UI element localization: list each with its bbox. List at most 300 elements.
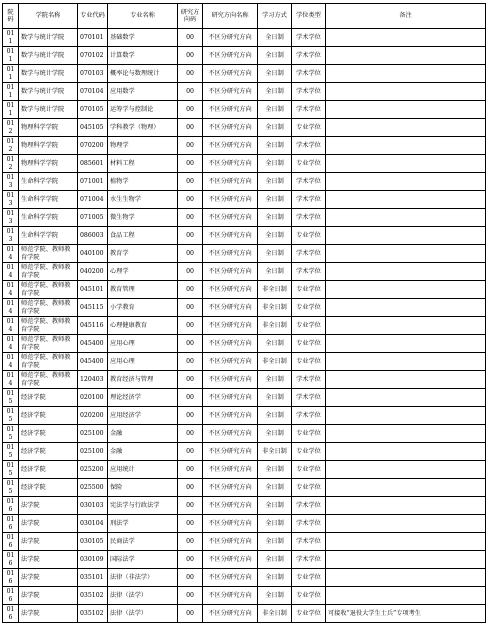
table-row (3, 173, 486, 191)
study-mode-cell: 全日制 (258, 371, 292, 389)
table-row (3, 353, 486, 371)
major-name-cell: 计算数学 (108, 47, 178, 65)
college-code-cell: 012 (3, 119, 19, 137)
major-code-cell: 045400 (78, 335, 108, 353)
college-name-cell: 数学与统计学院 (19, 101, 78, 119)
study-mode-cell: 全日制 (258, 533, 292, 551)
study-mode-cell: 全日制 (258, 263, 292, 281)
table-row (3, 587, 486, 605)
major-code-cell: 030103 (78, 497, 108, 515)
college-code-cell: 016 (3, 497, 19, 515)
major-code-cell: 030104 (78, 515, 108, 533)
table-row (3, 83, 486, 101)
major-code-cell: 025100 (78, 443, 108, 461)
table-row (3, 299, 486, 317)
degree-type-cell: 学术学位 (292, 551, 326, 569)
table-row (3, 101, 486, 119)
header-direction-name: 研究方向名称 (203, 4, 258, 29)
college-code-cell: 013 (3, 173, 19, 191)
major-name-cell: 基础数学 (108, 29, 178, 47)
major-name-cell: 运筹学与控制论 (108, 101, 178, 119)
degree-type-cell: 专业学位 (292, 227, 326, 245)
direction-name-cell: 不区分研究方向 (203, 209, 258, 227)
remark-cell (326, 317, 486, 335)
direction-name-cell: 不区分研究方向 (203, 65, 258, 83)
major-name-cell: 心理健康教育 (108, 317, 178, 335)
header-major-code: 专业代码 (78, 4, 108, 29)
remark-cell (326, 353, 486, 371)
table-row (3, 245, 486, 263)
study-mode-cell: 全日制 (258, 461, 292, 479)
remark-cell (326, 551, 486, 569)
remark-cell (326, 65, 486, 83)
table-row (3, 551, 486, 569)
remark-cell (326, 389, 486, 407)
direction-name-cell: 不区分研究方向 (203, 227, 258, 245)
direction-name-cell: 不区分研究方向 (203, 443, 258, 461)
degree-type-cell: 专业学位 (292, 317, 326, 335)
degree-type-cell: 学术学位 (292, 515, 326, 533)
college-code-cell: 015 (3, 461, 19, 479)
college-name-cell: 师范学院、教师教育学院 (19, 317, 78, 335)
remark-cell (326, 533, 486, 551)
major-name-cell: 应用统计 (108, 461, 178, 479)
remark-cell (326, 515, 486, 533)
major-code-cell: 030105 (78, 533, 108, 551)
college-name-cell: 数学与统计学院 (19, 65, 78, 83)
degree-type-cell: 学术学位 (292, 497, 326, 515)
table-row (3, 137, 486, 155)
table-row (3, 425, 486, 443)
direction-name-cell: 不区分研究方向 (203, 497, 258, 515)
remark-cell (326, 497, 486, 515)
direction-code-cell: 00 (178, 389, 203, 407)
remark-cell (326, 479, 486, 497)
study-mode-cell: 非全日制 (258, 281, 292, 299)
direction-code-cell: 00 (178, 587, 203, 605)
major-name-cell: 材料工程 (108, 155, 178, 173)
table-row (3, 191, 486, 209)
college-code-cell: 015 (3, 407, 19, 425)
study-mode-cell: 全日制 (258, 191, 292, 209)
college-name-cell: 物理科学学院 (19, 137, 78, 155)
direction-code-cell: 00 (178, 479, 203, 497)
major-name-cell: 国际法学 (108, 551, 178, 569)
college-code-cell: 015 (3, 389, 19, 407)
remark-cell (326, 407, 486, 425)
major-code-cell: 035102 (78, 587, 108, 605)
degree-type-cell: 专业学位 (292, 299, 326, 317)
major-code-cell: 040200 (78, 263, 108, 281)
study-mode-cell: 全日制 (258, 389, 292, 407)
college-code-cell: 012 (3, 137, 19, 155)
degree-type-cell: 专业学位 (292, 281, 326, 299)
major-name-cell: 食品工程 (108, 227, 178, 245)
table-row (3, 209, 486, 227)
degree-type-cell: 学术学位 (292, 137, 326, 155)
degree-type-cell: 学术学位 (292, 245, 326, 263)
direction-code-cell: 00 (178, 263, 203, 281)
degree-type-cell: 专业学位 (292, 587, 326, 605)
college-name-cell: 经济学院 (19, 389, 78, 407)
direction-code-cell: 00 (178, 83, 203, 101)
study-mode-cell: 非全日制 (258, 443, 292, 461)
college-code-cell: 015 (3, 443, 19, 461)
remark-cell (326, 371, 486, 389)
direction-name-cell: 不区分研究方向 (203, 605, 258, 623)
study-mode-cell: 全日制 (258, 209, 292, 227)
header-row (3, 4, 486, 29)
direction-code-cell: 00 (178, 425, 203, 443)
major-name-cell: 民商法学 (108, 533, 178, 551)
table-row (3, 227, 486, 245)
college-name-cell: 生命科学学院 (19, 191, 78, 209)
study-mode-cell: 非全日制 (258, 353, 292, 371)
degree-type-cell: 学术学位 (292, 65, 326, 83)
degree-type-cell: 专业学位 (292, 353, 326, 371)
remark-cell (326, 119, 486, 137)
major-code-cell: 025200 (78, 461, 108, 479)
direction-code-cell: 00 (178, 497, 203, 515)
direction-name-cell: 不区分研究方向 (203, 479, 258, 497)
major-code-cell: 020100 (78, 389, 108, 407)
major-name-cell: 心理学 (108, 263, 178, 281)
major-code-cell: 040100 (78, 245, 108, 263)
college-name-cell: 物理科学学院 (19, 155, 78, 173)
direction-name-cell: 不区分研究方向 (203, 83, 258, 101)
degree-type-cell: 专业学位 (292, 425, 326, 443)
table-row (3, 461, 486, 479)
study-mode-cell: 非全日制 (258, 317, 292, 335)
remark-cell (326, 29, 486, 47)
major-name-cell: 物理学 (108, 137, 178, 155)
header-study-mode: 学习方式 (258, 4, 292, 29)
college-name-cell: 生命科学学院 (19, 227, 78, 245)
college-name-cell: 法学院 (19, 587, 78, 605)
major-code-cell: 070104 (78, 83, 108, 101)
direction-code-cell: 00 (178, 173, 203, 191)
direction-code-cell: 00 (178, 209, 203, 227)
table-row (3, 65, 486, 83)
study-mode-cell: 全日制 (258, 29, 292, 47)
college-code-cell: 013 (3, 191, 19, 209)
direction-name-cell: 不区分研究方向 (203, 389, 258, 407)
major-code-cell: 071004 (78, 191, 108, 209)
table-row (3, 335, 486, 353)
header-remark: 备注 (326, 4, 486, 29)
table-row (3, 281, 486, 299)
remark-cell (326, 335, 486, 353)
table-row (3, 389, 486, 407)
major-name-cell: 小学教育 (108, 299, 178, 317)
college-code-cell: 016 (3, 569, 19, 587)
header-college-name: 学院名称 (19, 4, 78, 29)
major-code-cell: 045115 (78, 299, 108, 317)
college-code-cell: 011 (3, 47, 19, 65)
study-mode-cell: 全日制 (258, 497, 292, 515)
direction-name-cell: 不区分研究方向 (203, 407, 258, 425)
direction-code-cell: 00 (178, 29, 203, 47)
direction-name-cell: 不区分研究方向 (203, 137, 258, 155)
direction-code-cell: 00 (178, 371, 203, 389)
major-name-cell: 应用心理 (108, 353, 178, 371)
study-mode-cell: 全日制 (258, 119, 292, 137)
college-code-cell: 014 (3, 371, 19, 389)
table-row (3, 533, 486, 551)
major-code-cell: 030109 (78, 551, 108, 569)
major-name-cell: 教育经济与管理 (108, 371, 178, 389)
college-name-cell: 师范学院、教师教育学院 (19, 263, 78, 281)
degree-type-cell: 专业学位 (292, 605, 326, 623)
major-name-cell: 刑法学 (108, 515, 178, 533)
direction-name-cell: 不区分研究方向 (203, 569, 258, 587)
degree-type-cell: 学术学位 (292, 191, 326, 209)
college-name-cell: 经济学院 (19, 407, 78, 425)
degree-type-cell: 学术学位 (292, 533, 326, 551)
college-name-cell: 经济学院 (19, 461, 78, 479)
header-major-name: 专业名称 (108, 4, 178, 29)
major-name-cell: 植物学 (108, 173, 178, 191)
college-name-cell: 数学与统计学院 (19, 83, 78, 101)
header-direction-code: 研究方向码 (178, 4, 203, 29)
college-name-cell: 法学院 (19, 497, 78, 515)
major-name-cell: 金融 (108, 425, 178, 443)
direction-name-cell: 不区分研究方向 (203, 173, 258, 191)
college-code-cell: 016 (3, 551, 19, 569)
major-name-cell: 水生生物学 (108, 191, 178, 209)
table-row (3, 317, 486, 335)
table-header (3, 4, 486, 29)
direction-code-cell: 00 (178, 515, 203, 533)
major-name-cell: 法律（法学） (108, 587, 178, 605)
direction-code-cell: 00 (178, 317, 203, 335)
college-code-cell: 015 (3, 425, 19, 443)
direction-code-cell: 00 (178, 551, 203, 569)
major-code-cell: 070103 (78, 65, 108, 83)
major-code-cell: 045105 (78, 119, 108, 137)
direction-name-cell: 不区分研究方向 (203, 317, 258, 335)
direction-name-cell: 不区分研究方向 (203, 245, 258, 263)
major-code-cell: 035101 (78, 569, 108, 587)
direction-name-cell: 不区分研究方向 (203, 47, 258, 65)
study-mode-cell: 全日制 (258, 137, 292, 155)
direction-code-cell: 00 (178, 191, 203, 209)
direction-name-cell: 不区分研究方向 (203, 425, 258, 443)
degree-type-cell: 学术学位 (292, 101, 326, 119)
major-name-cell: 微生物学 (108, 209, 178, 227)
direction-code-cell: 00 (178, 47, 203, 65)
study-mode-cell: 全日制 (258, 587, 292, 605)
table-row (3, 263, 486, 281)
major-code-cell: 045400 (78, 353, 108, 371)
study-mode-cell: 全日制 (258, 65, 292, 83)
remark-cell (326, 83, 486, 101)
direction-name-cell: 不区分研究方向 (203, 461, 258, 479)
direction-code-cell: 00 (178, 353, 203, 371)
degree-type-cell: 专业学位 (292, 335, 326, 353)
header-college-code: 院码 (3, 4, 19, 29)
major-name-cell: 应用数学 (108, 83, 178, 101)
remark-cell (326, 209, 486, 227)
direction-name-cell: 不区分研究方向 (203, 191, 258, 209)
study-mode-cell: 全日制 (258, 101, 292, 119)
college-code-cell: 011 (3, 65, 19, 83)
major-name-cell: 法律（法学） (108, 605, 178, 623)
direction-code-cell: 00 (178, 119, 203, 137)
table-body (3, 29, 486, 623)
degree-type-cell: 学术学位 (292, 389, 326, 407)
college-name-cell: 师范学院、教师教育学院 (19, 299, 78, 317)
degree-type-cell: 专业学位 (292, 443, 326, 461)
table-row (3, 29, 486, 47)
degree-type-cell: 专业学位 (292, 569, 326, 587)
remark-cell (326, 173, 486, 191)
enrollment-table (2, 3, 486, 623)
study-mode-cell: 全日制 (258, 227, 292, 245)
table-row (3, 119, 486, 137)
direction-code-cell: 00 (178, 533, 203, 551)
study-mode-cell: 全日制 (258, 569, 292, 587)
college-code-cell: 015 (3, 479, 19, 497)
remark-cell (326, 425, 486, 443)
direction-name-cell: 不区分研究方向 (203, 515, 258, 533)
major-name-cell: 学科教学（物理） (108, 119, 178, 137)
college-name-cell: 经济学院 (19, 443, 78, 461)
direction-code-cell: 00 (178, 155, 203, 173)
study-mode-cell: 全日制 (258, 335, 292, 353)
direction-code-cell: 00 (178, 605, 203, 623)
major-code-cell: 085601 (78, 155, 108, 173)
direction-name-cell: 不区分研究方向 (203, 353, 258, 371)
major-name-cell: 金融 (108, 443, 178, 461)
remark-cell (326, 461, 486, 479)
major-name-cell: 教育学 (108, 245, 178, 263)
direction-name-cell: 不区分研究方向 (203, 335, 258, 353)
table-row (3, 569, 486, 587)
major-code-cell: 070105 (78, 101, 108, 119)
direction-code-cell: 00 (178, 335, 203, 353)
major-code-cell: 071005 (78, 209, 108, 227)
major-code-cell: 025500 (78, 479, 108, 497)
college-name-cell: 法学院 (19, 605, 78, 623)
college-code-cell: 016 (3, 587, 19, 605)
major-code-cell: 071001 (78, 173, 108, 191)
college-code-cell: 013 (3, 209, 19, 227)
direction-name-cell: 不区分研究方向 (203, 299, 258, 317)
degree-type-cell: 学术学位 (292, 47, 326, 65)
college-name-cell: 数学与统计学院 (19, 47, 78, 65)
study-mode-cell: 全日制 (258, 515, 292, 533)
college-name-cell: 师范学院、教师教育学院 (19, 281, 78, 299)
major-code-cell: 070102 (78, 47, 108, 65)
college-name-cell: 生命科学学院 (19, 209, 78, 227)
remark-cell (326, 101, 486, 119)
remark-cell (326, 191, 486, 209)
college-code-cell: 014 (3, 335, 19, 353)
direction-code-cell: 00 (178, 137, 203, 155)
college-name-cell: 经济学院 (19, 425, 78, 443)
table-row (3, 443, 486, 461)
college-code-cell: 011 (3, 101, 19, 119)
study-mode-cell: 非全日制 (258, 605, 292, 623)
remark-cell (326, 245, 486, 263)
college-code-cell: 016 (3, 533, 19, 551)
degree-type-cell: 专业学位 (292, 155, 326, 173)
study-mode-cell: 全日制 (258, 83, 292, 101)
college-code-cell: 011 (3, 83, 19, 101)
college-code-cell: 013 (3, 227, 19, 245)
header-degree-type: 学位类型 (292, 4, 326, 29)
major-code-cell: 070200 (78, 137, 108, 155)
college-name-cell: 法学院 (19, 533, 78, 551)
major-code-cell: 020200 (78, 407, 108, 425)
degree-type-cell: 学术学位 (292, 29, 326, 47)
table-row (3, 515, 486, 533)
table-row (3, 47, 486, 65)
major-name-cell: 理论经济学 (108, 389, 178, 407)
college-name-cell: 法学院 (19, 551, 78, 569)
major-name-cell: 宪法学与行政法学 (108, 497, 178, 515)
major-code-cell: 045116 (78, 317, 108, 335)
direction-code-cell: 00 (178, 407, 203, 425)
remark-cell (326, 263, 486, 281)
remark-cell (326, 47, 486, 65)
study-mode-cell: 全日制 (258, 155, 292, 173)
study-mode-cell: 全日制 (258, 47, 292, 65)
direction-code-cell: 00 (178, 245, 203, 263)
direction-name-cell: 不区分研究方向 (203, 119, 258, 137)
direction-name-cell: 不区分研究方向 (203, 155, 258, 173)
degree-type-cell: 学术学位 (292, 83, 326, 101)
college-code-cell: 014 (3, 281, 19, 299)
degree-type-cell: 学术学位 (292, 173, 326, 191)
direction-name-cell: 不区分研究方向 (203, 551, 258, 569)
remark-cell (326, 227, 486, 245)
direction-code-cell: 00 (178, 569, 203, 587)
major-code-cell: 035102 (78, 605, 108, 623)
direction-name-cell: 不区分研究方向 (203, 587, 258, 605)
study-mode-cell: 非全日制 (258, 299, 292, 317)
direction-name-cell: 不区分研究方向 (203, 263, 258, 281)
direction-code-cell: 00 (178, 101, 203, 119)
major-code-cell: 025100 (78, 425, 108, 443)
table-row (3, 407, 486, 425)
degree-type-cell: 专业学位 (292, 479, 326, 497)
study-mode-cell: 全日制 (258, 425, 292, 443)
college-code-cell: 012 (3, 155, 19, 173)
table-row (3, 479, 486, 497)
major-name-cell: 应用心理 (108, 335, 178, 353)
degree-type-cell: 学术学位 (292, 209, 326, 227)
table-row (3, 155, 486, 173)
direction-name-cell: 不区分研究方向 (203, 371, 258, 389)
college-code-cell: 016 (3, 515, 19, 533)
degree-type-cell: 学术学位 (292, 371, 326, 389)
major-code-cell: 086003 (78, 227, 108, 245)
remark-cell (326, 155, 486, 173)
degree-type-cell: 专业学位 (292, 461, 326, 479)
remark-cell: 可接收“退役大学生士兵”专项考生 (326, 605, 486, 623)
degree-type-cell: 学术学位 (292, 263, 326, 281)
major-name-cell: 法律（非法学） (108, 569, 178, 587)
college-name-cell: 物理科学学院 (19, 119, 78, 137)
college-code-cell: 014 (3, 299, 19, 317)
remark-cell (326, 299, 486, 317)
college-code-cell: 011 (3, 29, 19, 47)
college-code-cell: 014 (3, 317, 19, 335)
college-name-cell: 师范学院、教师教育学院 (19, 353, 78, 371)
college-code-cell: 014 (3, 353, 19, 371)
